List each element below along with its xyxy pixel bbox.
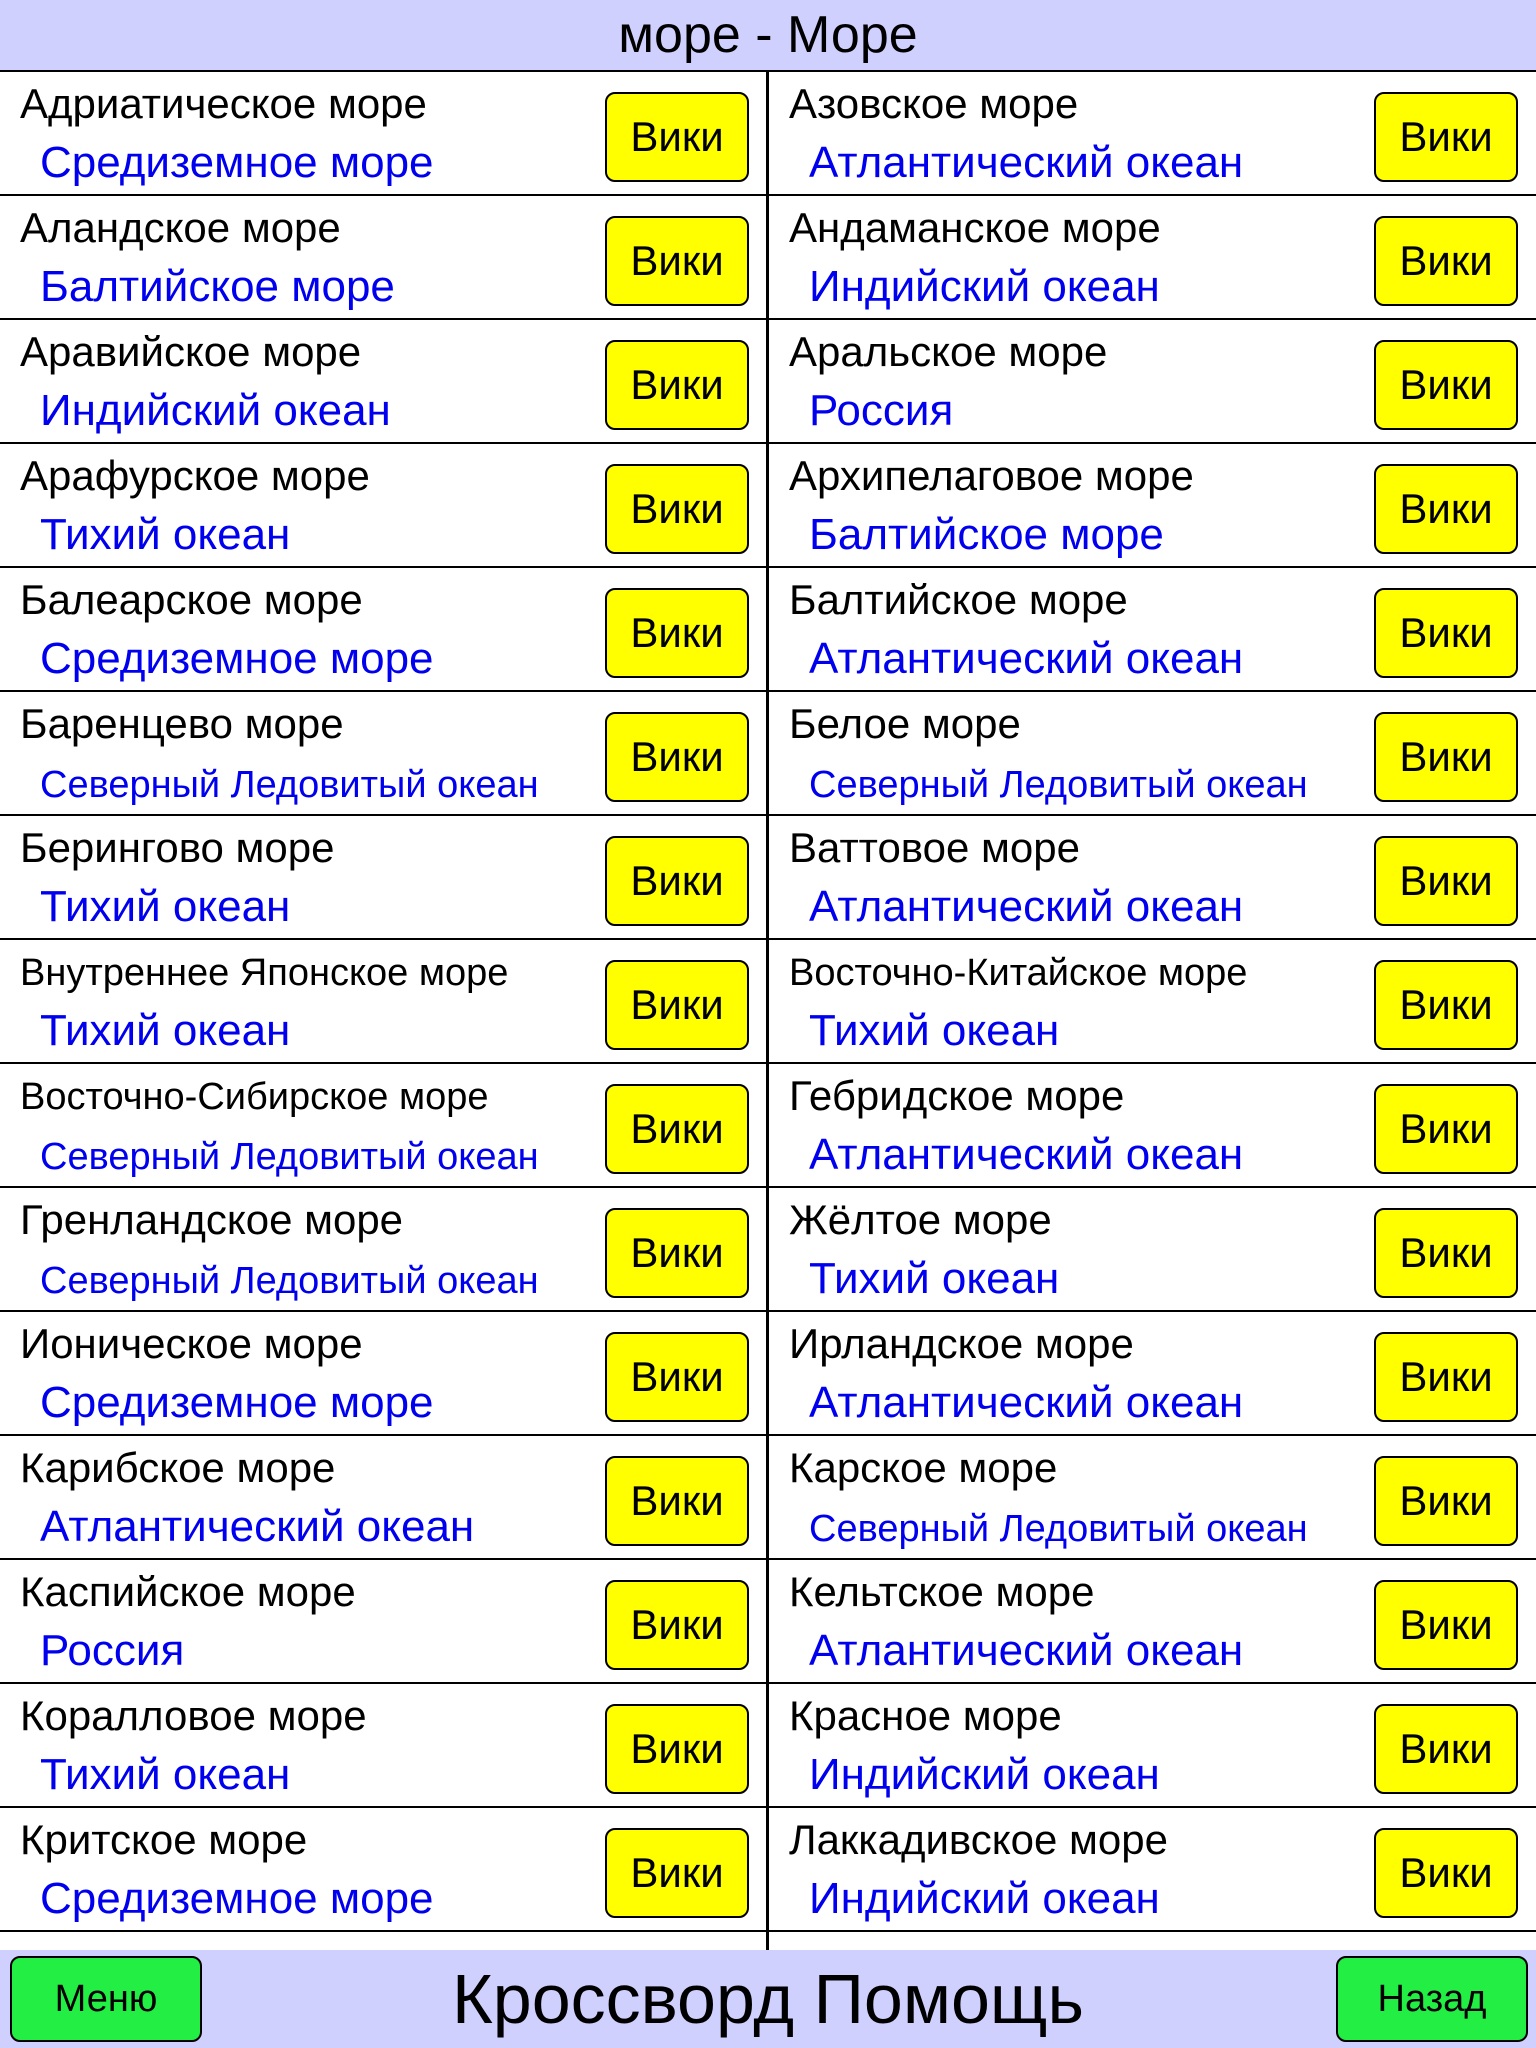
sea-name: Баренцево море xyxy=(20,700,344,747)
sea-name: Внутреннее Японское море xyxy=(20,952,509,994)
wiki-button[interactable]: Вики xyxy=(1374,588,1518,678)
sea-name: Аральское море xyxy=(789,328,1108,375)
back-button[interactable]: Назад xyxy=(1336,1956,1528,2042)
sea-parent: Индийский океан xyxy=(40,386,391,435)
sea-parent: Тихий океан xyxy=(40,882,291,931)
sea-parent: Индийский океан xyxy=(809,1750,1160,1799)
list-item[interactable] xyxy=(769,1188,1535,1310)
sea-parent: Балтийское море xyxy=(40,262,395,311)
sea-parent: Атлантический океан xyxy=(809,1626,1244,1675)
list-item[interactable] xyxy=(0,692,766,814)
list-row xyxy=(0,444,1536,568)
sea-parent: Северный Ледовитый океан xyxy=(809,1508,1308,1550)
list-row xyxy=(0,1684,1536,1808)
sea-name: Андаманское море xyxy=(789,204,1161,251)
wiki-button[interactable]: Вики xyxy=(605,836,749,926)
wiki-button[interactable]: Вики xyxy=(1374,712,1518,802)
sea-name: Гренландское море xyxy=(20,1196,404,1243)
page-title: море - Море xyxy=(0,0,1536,72)
wiki-button[interactable]: Вики xyxy=(605,1208,749,1298)
wiki-button[interactable]: Вики xyxy=(605,588,749,678)
wiki-button[interactable]: Вики xyxy=(605,1456,749,1546)
list-row xyxy=(0,320,1536,444)
list-item[interactable] xyxy=(0,568,766,690)
sea-name: Карское море xyxy=(789,1444,1058,1491)
list-item[interactable] xyxy=(769,1808,1535,1930)
footer-bar xyxy=(0,1950,1536,2048)
sea-name: Балтийское море xyxy=(789,576,1128,623)
sea-parent: Средиземное море xyxy=(40,634,434,683)
wiki-button[interactable]: Вики xyxy=(605,216,749,306)
sea-name: Аравийское море xyxy=(20,328,362,375)
sea-parent: Северный Ледовитый океан xyxy=(40,764,539,806)
list-item[interactable] xyxy=(769,816,1535,938)
sea-parent: Средиземное море xyxy=(40,1874,434,1923)
sea-parent: Индийский океан xyxy=(809,262,1160,311)
sea-name: Жёлтое море xyxy=(789,1196,1052,1243)
list-item[interactable] xyxy=(769,1436,1535,1558)
sea-name: Кельтское море xyxy=(789,1568,1095,1615)
sea-name: Гебридское море xyxy=(789,1072,1125,1119)
list-row xyxy=(0,1560,1536,1684)
list-row xyxy=(0,692,1536,816)
list-item[interactable] xyxy=(0,444,766,566)
list-item[interactable] xyxy=(0,1064,766,1186)
sea-name: Восточно-Китайское море xyxy=(789,952,1248,994)
sea-parent: Атлантический океан xyxy=(809,1378,1244,1427)
wiki-button[interactable]: Вики xyxy=(605,92,749,182)
sea-name: Арафурское море xyxy=(20,452,370,499)
sea-parent: Северный Ледовитый океан xyxy=(40,1260,539,1302)
list-row xyxy=(0,196,1536,320)
wiki-button[interactable]: Вики xyxy=(1374,340,1518,430)
list-item[interactable] xyxy=(0,1312,766,1434)
sea-name: Красное море xyxy=(789,1692,1062,1739)
list-row xyxy=(0,72,1536,196)
list-row xyxy=(0,1808,1536,1932)
sea-parent: Средиземное море xyxy=(40,1378,434,1427)
list-item[interactable] xyxy=(769,320,1535,442)
app-title: Кроссворд Помощь xyxy=(452,1960,1084,2038)
wiki-button[interactable]: Вики xyxy=(605,712,749,802)
list-row xyxy=(0,1188,1536,1312)
wiki-button[interactable]: Вики xyxy=(1374,464,1518,554)
list-item[interactable] xyxy=(769,568,1535,690)
sea-parent: Россия xyxy=(40,1626,185,1675)
sea-name: Архипелаговое море xyxy=(789,452,1194,499)
sea-parent: Тихий океан xyxy=(809,1254,1060,1303)
sea-name: Каспийское море xyxy=(20,1568,356,1615)
list-item[interactable] xyxy=(769,72,1535,194)
sea-parent: Атлантический океан xyxy=(809,634,1244,683)
sea-parent: Атлантический океан xyxy=(809,882,1244,931)
sea-parent: Россия xyxy=(809,386,954,435)
wiki-button[interactable]: Вики xyxy=(1374,216,1518,306)
wiki-button[interactable]: Вики xyxy=(1374,960,1518,1050)
list-row xyxy=(0,940,1536,1064)
list-row xyxy=(0,1312,1536,1436)
wiki-button[interactable]: Вики xyxy=(605,1580,749,1670)
sea-name: Восточно-Сибирское море xyxy=(20,1076,489,1118)
wiki-button[interactable]: Вики xyxy=(1374,1828,1518,1918)
sea-name: Белое море xyxy=(789,700,1021,747)
list-item[interactable] xyxy=(769,1312,1535,1434)
wiki-button[interactable]: Вики xyxy=(605,1084,749,1174)
list-item[interactable] xyxy=(769,196,1535,318)
sea-parent: Балтийское море xyxy=(809,510,1164,559)
sea-name: Ирландское море xyxy=(789,1320,1134,1367)
wiki-button[interactable]: Вики xyxy=(605,1828,749,1918)
sea-parent: Тихий океан xyxy=(809,1006,1060,1055)
list-item[interactable] xyxy=(0,1436,766,1558)
sea-name: Критское море xyxy=(20,1816,308,1863)
list-row xyxy=(0,568,1536,692)
sea-name: Балеарское море xyxy=(20,576,363,623)
sea-name: Берингово море xyxy=(20,824,335,871)
sea-parent: Тихий океан xyxy=(40,510,291,559)
list-item[interactable] xyxy=(769,1684,1535,1806)
wiki-button[interactable]: Вики xyxy=(605,464,749,554)
list-item[interactable] xyxy=(0,1684,766,1806)
wiki-button[interactable]: Вики xyxy=(1374,836,1518,926)
sea-parent: Атлантический океан xyxy=(809,138,1244,187)
wiki-button[interactable]: Вики xyxy=(1374,1084,1518,1174)
wiki-button[interactable]: Вики xyxy=(1374,92,1518,182)
list-row xyxy=(0,1436,1536,1560)
list-row xyxy=(0,1064,1536,1188)
sea-name: Коралловое море xyxy=(20,1692,367,1739)
wiki-button[interactable]: Вики xyxy=(605,1332,749,1422)
sea-name: Карибское море xyxy=(20,1444,336,1491)
wiki-button[interactable]: Вики xyxy=(605,1704,749,1794)
list-item[interactable] xyxy=(0,196,766,318)
sea-parent: Северный Ледовитый океан xyxy=(40,1136,539,1178)
sea-parent: Тихий океан xyxy=(40,1006,291,1055)
wiki-button[interactable]: Вики xyxy=(1374,1704,1518,1794)
list-item[interactable] xyxy=(0,72,766,194)
list-item[interactable] xyxy=(0,320,766,442)
sea-name: Адриатическое море xyxy=(20,80,427,127)
wiki-button[interactable]: Вики xyxy=(605,340,749,430)
wiki-button[interactable]: Вики xyxy=(1374,1332,1518,1422)
sea-name: Лаккадивское море xyxy=(789,1816,1168,1863)
sea-list[interactable] xyxy=(0,72,1536,1950)
list-item[interactable] xyxy=(769,940,1535,1062)
list-item[interactable] xyxy=(0,1560,766,1682)
list-item[interactable] xyxy=(769,692,1535,814)
list-item[interactable] xyxy=(0,1808,766,1930)
sea-name: Ваттовое море xyxy=(789,824,1080,871)
sea-parent: Тихий океан xyxy=(40,1750,291,1799)
wiki-button[interactable]: Вики xyxy=(1374,1456,1518,1546)
sea-name: Ионическое море xyxy=(20,1320,363,1367)
sea-parent: Средиземное море xyxy=(40,138,434,187)
list-item[interactable] xyxy=(0,1188,766,1310)
wiki-button[interactable]: Вики xyxy=(1374,1208,1518,1298)
list-row xyxy=(0,816,1536,940)
sea-parent: Атлантический океан xyxy=(40,1502,475,1551)
list-item[interactable] xyxy=(769,1560,1535,1682)
sea-name: Азовское море xyxy=(789,80,1079,127)
sea-parent: Атлантический океан xyxy=(809,1130,1244,1179)
list-item[interactable] xyxy=(769,444,1535,566)
list-item[interactable] xyxy=(0,816,766,938)
sea-parent: Северный Ледовитый океан xyxy=(809,764,1308,806)
list-item[interactable] xyxy=(769,1064,1535,1186)
menu-button[interactable]: Меню xyxy=(10,1956,202,2042)
sea-parent: Индийский океан xyxy=(809,1874,1160,1923)
list-item[interactable] xyxy=(0,940,766,1062)
wiki-button[interactable]: Вики xyxy=(605,960,749,1050)
sea-name: Аландское море xyxy=(20,204,341,251)
wiki-button[interactable]: Вики xyxy=(1374,1580,1518,1670)
